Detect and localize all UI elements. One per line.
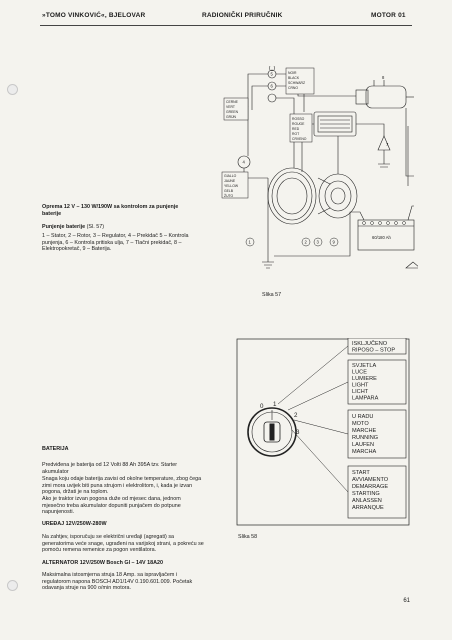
page-header bbox=[0, 12, 452, 26]
svg-text:CRNO: CRNO bbox=[288, 86, 298, 90]
punch-hole bbox=[7, 580, 18, 591]
svg-text:RED: RED bbox=[292, 127, 300, 131]
uredaj-title: UREĐAJ 12V/250W-280W bbox=[42, 521, 107, 527]
svg-text:SCHWARZ: SCHWARZ bbox=[288, 81, 306, 85]
svg-text:ŽUTO: ŽUTO bbox=[224, 194, 234, 198]
svg-text:U RADU: U RADU bbox=[352, 414, 374, 420]
callout-8: 8 bbox=[382, 75, 385, 80]
svg-text:ROT: ROT bbox=[292, 132, 300, 136]
punch-hole bbox=[7, 84, 18, 95]
key-switch bbox=[248, 408, 296, 456]
baterija-text-2: Snaga koju odaje baterija zavisi od okolne temperature, zbog čega zimi mora uvijek biti puna strujom i elektrolitom, i, kada je izvan pogona, držati je na toplom. bbox=[42, 476, 202, 496]
svg-text:STARTING: STARTING bbox=[352, 491, 380, 497]
svg-text:DEMARRAGE: DEMARRAGE bbox=[352, 484, 389, 490]
callout-7: 7 bbox=[386, 142, 389, 147]
svg-text:SVJETLA: SVJETLA bbox=[352, 363, 377, 369]
page-number: 61 bbox=[403, 598, 410, 604]
svg-text:LAUFEN: LAUFEN bbox=[352, 442, 375, 448]
position-3: 3 bbox=[296, 429, 300, 436]
svg-text:MARCHE: MARCHE bbox=[352, 428, 377, 434]
svg-text:LICHT: LICHT bbox=[352, 389, 369, 395]
svg-text:MOTO: MOTO bbox=[352, 421, 369, 427]
svg-text:GIALLO: GIALLO bbox=[224, 174, 237, 178]
header-rule bbox=[40, 25, 412, 26]
baterija-text-3: Ako je traktor izvan pogona duže od mjesec dana, jednom mjesečno treba akumulator dopuniti punjačem do potpune napunjenosti. bbox=[42, 496, 181, 516]
svg-text:BLACK: BLACK bbox=[288, 76, 300, 80]
svg-text:RIPOSO – STOP: RIPOSO – STOP bbox=[352, 347, 396, 354]
svg-text:ROUGE: ROUGE bbox=[292, 122, 305, 126]
header-company: »TOMO VINKOVIĆ«, BJELOVAR bbox=[42, 12, 146, 19]
callout-3: 3 bbox=[316, 239, 319, 245]
callout-4: 4 bbox=[242, 159, 245, 165]
svg-text:ROSSO: ROSSO bbox=[292, 117, 305, 121]
svg-text:LUCE: LUCE bbox=[352, 369, 367, 376]
header-title: RADIONIČKI PRIRUČNIK bbox=[202, 12, 283, 19]
svg-text:CRVENO: CRVENO bbox=[292, 137, 307, 141]
callout-2: 2 bbox=[304, 239, 307, 245]
header-section: MOTOR 01 bbox=[371, 12, 406, 19]
section1-title: Oprema 12 V – 130 W/190W sa kontrolom za punjenje baterije bbox=[42, 204, 179, 217]
wiring-diagram bbox=[208, 66, 418, 276]
svg-text:YELLOW: YELLOW bbox=[224, 184, 239, 188]
svg-text:GREEN: GREEN bbox=[226, 110, 239, 114]
callout-6: 6 bbox=[270, 83, 273, 89]
uredaj-text: Na zahtjev, isporučuju se električni uređaji (agregati) sa generatorima veće snage, ugrađeni na varijskoj strani, a pokreću se pomoću remena remenice za pogon ventilatora. bbox=[42, 534, 204, 554]
position-0: 0 bbox=[260, 403, 264, 410]
svg-text:MARCHA: MARCHA bbox=[352, 449, 377, 455]
svg-text:JAUNE: JAUNE bbox=[224, 179, 236, 183]
starter-motor bbox=[366, 86, 406, 108]
baterija-text: Predviđena je baterija od 12 Volti 88 Ah 395A tzv. Starter akumulator bbox=[42, 462, 178, 475]
svg-text:LUMIERE: LUMIERE bbox=[352, 376, 377, 382]
svg-text:VERT: VERT bbox=[226, 105, 235, 109]
figure58-caption: Slika 58 bbox=[238, 534, 258, 540]
svg-text:LAMPARA: LAMPARA bbox=[352, 395, 379, 402]
callout-9: 9 bbox=[332, 239, 335, 245]
alternator-text: Maksimalna istosmjerna struja 18 Amp. sa ispravljačem i regulatorom napona BOSCH AD1/14V 0.190.601.009. Početak odavanja struje na 900 o/min motora. bbox=[42, 572, 193, 592]
position-2: 2 bbox=[294, 412, 298, 419]
svg-text:GELB: GELB bbox=[224, 189, 234, 193]
svg-text:NOIR: NOIR bbox=[288, 71, 297, 75]
ignition-switch-diagram bbox=[236, 338, 412, 528]
svg-text:START: START bbox=[352, 470, 370, 476]
callout-1: 1 bbox=[248, 239, 251, 245]
svg-text:RUNNING: RUNNING bbox=[352, 435, 379, 441]
svg-text:GRÜN: GRÜN bbox=[226, 115, 236, 119]
svg-text:ISKLJUČENO: ISKLJUČENO bbox=[352, 341, 388, 347]
section1-legend: 1 – Stator, 2 – Rotor, 3 – Regulator, 4 – Prekidač 5 – Kontrola punjenja, 6 – Kontrola pritiska ulja, 7 – Tlačni prekidač, 8 – Elektropokretač, 9 – Baterija. bbox=[42, 233, 189, 253]
baterija-title: BATERIJA bbox=[42, 446, 69, 452]
svg-text:CERNE: CERNE bbox=[226, 100, 238, 104]
svg-text:ANLASSEN: ANLASSEN bbox=[352, 498, 382, 504]
svg-text:ARRANQUE: ARRANQUE bbox=[352, 505, 384, 511]
position-1: 1 bbox=[273, 401, 277, 408]
alternator-title: ALTERNATOR 12V/250W Bosch Gl – 14V 18A20 bbox=[42, 560, 164, 566]
svg-text:LIGHT: LIGHT bbox=[352, 382, 369, 389]
svg-text:AVVIAMENTO: AVVIAMENTO bbox=[352, 477, 389, 483]
figure57-caption: Slika 57 bbox=[262, 292, 282, 298]
section1-subtitle-bold: Punjenje baterije bbox=[42, 224, 86, 230]
callout-5: 5 bbox=[270, 71, 273, 77]
battery-label: 60/180 Ah bbox=[372, 235, 391, 240]
section1-subtitle-ref: (Sl. 57) bbox=[85, 224, 105, 230]
stator-ring bbox=[268, 168, 316, 224]
section1-subtitle bbox=[42, 224, 202, 231]
